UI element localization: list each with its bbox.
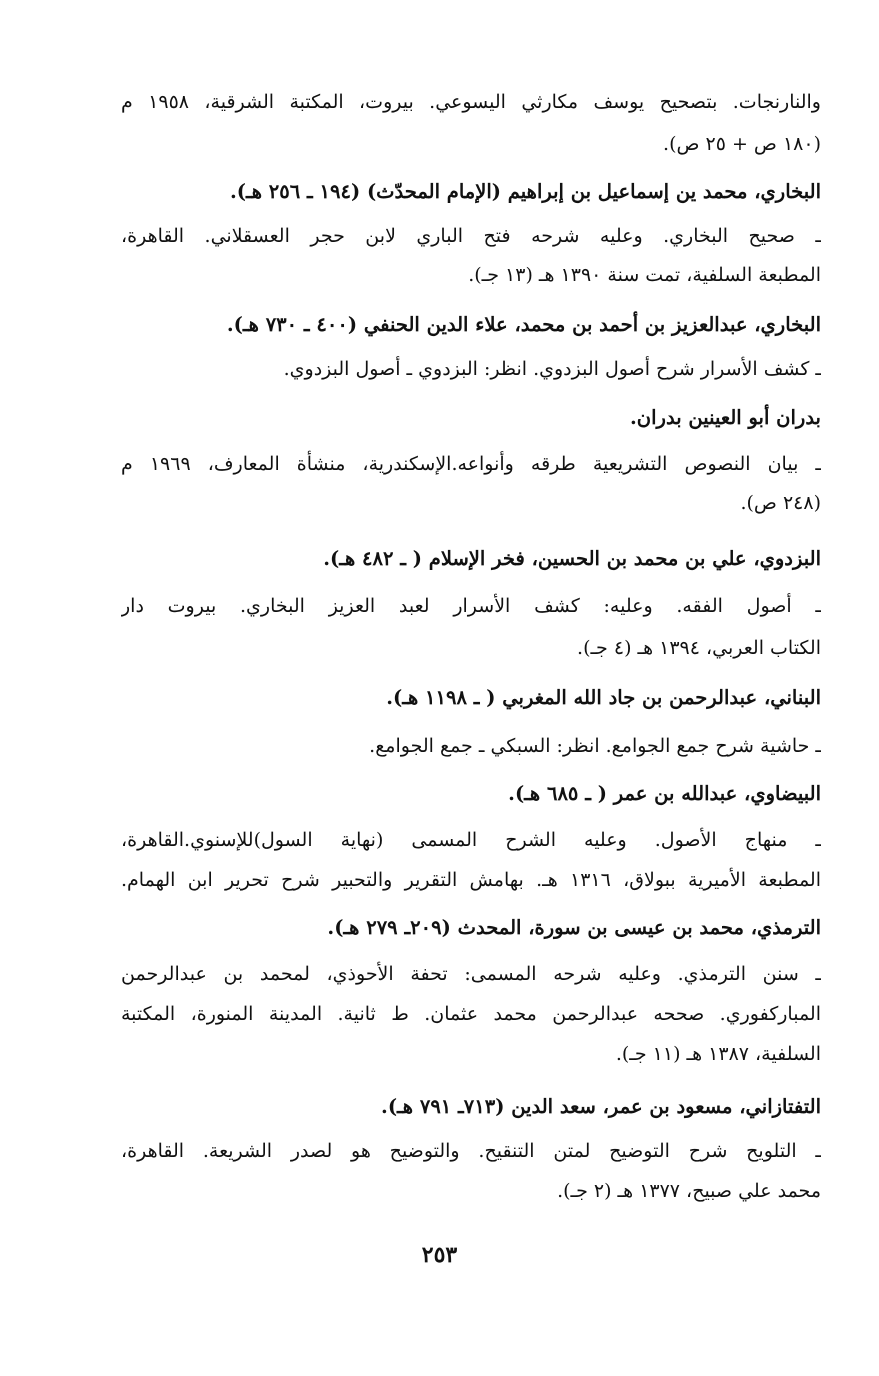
entry-text-line: الكتاب العربي، ١٣٩٤ هـ (٤ جـ). (577, 637, 821, 659)
entry-heading: البزدوي، علي بن محمد بن الحسين، فخر الإسلام ( ـ ٤٨٢ هـ). (323, 547, 821, 570)
entry-heading: البخاري، محمد ين إسماعيل بن إبراهيم (الإمام المحدّث) (١٩٤ ـ ٢٥٦ هـ). (229, 180, 821, 203)
entry-text-line: المباركفوري. صححه عبدالرحمن محمد عثمان. ط ثانية. المدينة المنورة، المكتبة (121, 1003, 821, 1025)
entry-text-line: المطبعة السلفية، تمت سنة ١٣٩٠ هـ (١٣ جـ). (468, 264, 821, 286)
entry-text-line: (١٨٠ ص + ٢٥ ص). (663, 133, 821, 155)
entry-heading: البخاري، عبدالعزيز بن أحمد بن محمد، علاء الدين الحنفي (٤٠٠ ـ ٧٣٠ هـ). (226, 313, 821, 336)
entry-text-line: ـ منهاج الأصول. وعليه الشرح المسمى (نهاية السول)للإسنوي.القاهرة، (121, 829, 821, 851)
entry-heading: البناني، عبدالرحمن بن جاد الله المغربي ( ـ ١١٩٨ هـ). (386, 686, 821, 709)
entry-text-line: ـ سنن الترمذي. وعليه شرحه المسمى: تحفة الأحوذي، لمحمد بن عبدالرحمن (121, 963, 821, 985)
entry-text-line: محمد علي صبيح، ١٣٧٧ هـ (٢ جـ). (557, 1180, 821, 1202)
entry-heading: بدران أبو العينين بدران. (630, 406, 821, 429)
entry-text-line: ـ بيان النصوص التشريعية طرقه وأنواعه.الإسكندرية، منشأة المعارف، ١٩٦٩ م (121, 453, 821, 475)
entry-text-line: ـ كشف الأسرار شرح أصول البزدوي. انظر: البزدوي ـ أصول البزدوي. (283, 358, 821, 380)
entry-text-line: المطبعة الأميرية ببولاق، ١٣١٦ هـ. بهامش التقرير والتحبير شرح تحرير ابن الهمام. (121, 869, 821, 891)
entry-text-line: ـ أصول الفقه. وعليه: كشف الأسرار لعبد العزيز البخاري. بيروت دار (121, 595, 821, 617)
entry-text-line: السلفية، ١٣٨٧ هـ (١١ جـ). (615, 1043, 821, 1065)
entry-text-line: ـ التلويح شرح التوضيح لمتن التنقيح. والتوضيح هو لصدر الشريعة. القاهرة، (121, 1140, 821, 1162)
entry-heading: التفتازاني، مسعود بن عمر، سعد الدين (٧١٣ـ ٧٩١ هـ). (381, 1095, 821, 1118)
entry-heading: الترمذي، محمد بن عيسى بن سورة، المحدث (٢٠٩ـ ٢٧٩ هـ). (327, 916, 821, 939)
entry-text-line: (٢٤٨ ص). (740, 492, 821, 514)
entry-text-line: والنارنجات. بتصحيح يوسف مكارثي اليسوعي. بيروت، المكتبة الشرقية، ١٩٥٨ م (121, 91, 821, 113)
entry-text-line: ـ حاشية شرح جمع الجوامع. انظر: السبكي ـ جمع الجوامع. (369, 735, 821, 757)
page-number: ٢٥٣ (421, 1242, 458, 1268)
entry-heading: البيضاوي، عبدالله بن عمر ( ـ ٦٨٥ هـ). (508, 782, 821, 805)
entry-text-line: ـ صحيح البخاري. وعليه شرحه فتح الباري لابن حجر العسقلاني. القاهرة، (121, 225, 821, 247)
